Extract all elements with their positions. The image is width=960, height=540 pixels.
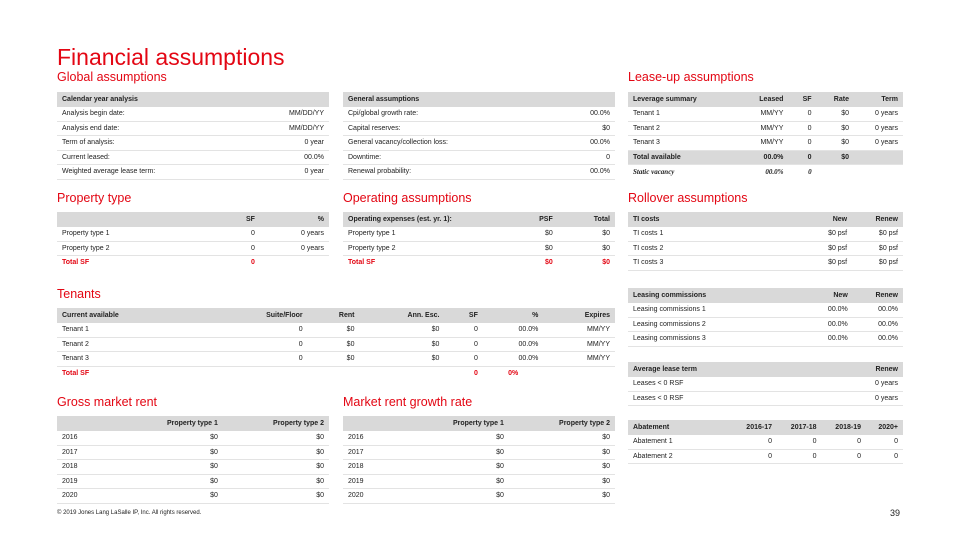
table-row [628, 303, 903, 317]
table-row [57, 165, 329, 180]
row-label: Term of analysis: [57, 136, 246, 151]
calendar-table [57, 92, 329, 180]
cell: $0 [403, 460, 509, 475]
cell: 00.0% [853, 303, 903, 317]
cell: $0 [509, 474, 615, 489]
cell: Property type 1 [343, 227, 506, 241]
table-row [343, 431, 615, 445]
static-vacancy-row [628, 165, 903, 179]
cell: 0 [444, 337, 482, 352]
table-row [628, 227, 903, 241]
total-row [343, 256, 615, 270]
cell [213, 366, 307, 380]
table-header: TI costs [628, 212, 807, 227]
table-header [343, 416, 403, 431]
table-header: 2018-19 [822, 420, 867, 435]
table-row [57, 227, 329, 241]
leverage-summary-table [628, 92, 903, 179]
table-row [57, 431, 329, 445]
table-header: 2016-17 [733, 420, 778, 435]
table-row [343, 241, 615, 256]
table-header: SF [444, 308, 482, 323]
cell: 0 [788, 121, 816, 136]
table-header: SF [788, 92, 816, 107]
table-header: PSF [506, 212, 558, 227]
cell: MM/YY [738, 121, 789, 136]
cell: $0 [223, 489, 329, 504]
cell: Abatement 2 [628, 449, 733, 464]
cell: Leases < 0 RSF [628, 377, 821, 391]
cell: 0 [473, 369, 478, 377]
table-header: Leasing commissions [628, 288, 807, 303]
cell: 0 years [854, 136, 903, 151]
property-type-table [57, 212, 329, 270]
table-header: Renew [821, 362, 904, 377]
row-label: Analysis begin date: [57, 107, 246, 121]
cell: 0 [822, 449, 867, 464]
cell: Leasing commissions 1 [628, 303, 807, 317]
table-header: Term [854, 92, 903, 107]
cell: Tenant 1 [628, 107, 738, 121]
cell: Total SF [62, 259, 90, 267]
table-header: Operating expenses (est. yr. 1): [343, 212, 506, 227]
table-header: Rent [308, 308, 360, 323]
cell: 0 [808, 167, 812, 176]
cell: $0 psf [807, 241, 852, 256]
cell: MM/YY [543, 352, 615, 367]
row-value: 00.0% [246, 150, 329, 165]
leasing-commissions-table [628, 288, 903, 347]
general-assumptions-table [343, 92, 615, 180]
section-operating-assumptions: Operating assumptions [343, 191, 472, 205]
cell: $0 [223, 474, 329, 489]
cell: $0 psf [852, 256, 903, 271]
table-header: Calendar year analysis [57, 92, 329, 107]
row-value: 00.0% [557, 107, 615, 121]
cell: $0 [558, 241, 615, 256]
table-header [57, 416, 117, 431]
table-row [628, 256, 903, 271]
row-value: 00.0% [557, 165, 615, 180]
table-row [57, 136, 329, 151]
table-header: New [807, 288, 853, 303]
cell: $0 [509, 431, 615, 445]
table-row [57, 445, 329, 460]
table-header: Expires [543, 308, 615, 323]
table-header: % [260, 212, 329, 227]
table-row [628, 136, 903, 151]
table-row [57, 107, 329, 121]
row-label: Analysis end date: [57, 121, 246, 136]
cell [308, 366, 360, 380]
cell: 0 [788, 107, 816, 121]
cell [854, 165, 903, 179]
cell: $0 [817, 136, 854, 151]
cell: $0 [308, 323, 360, 337]
cell: $0 [558, 227, 615, 241]
table-row [628, 107, 903, 121]
cell: $0 psf [807, 256, 852, 271]
table-header: Abatement [628, 420, 733, 435]
cell: $0 [359, 352, 444, 367]
cell: $0 [223, 460, 329, 475]
row-label: Cpi/global growth rate: [343, 107, 557, 121]
cell: Tenant 1 [57, 323, 213, 337]
cell: TI costs 1 [628, 227, 807, 241]
cell: 0 [220, 227, 260, 241]
cell: Tenant 2 [628, 121, 738, 136]
abatement-table [628, 420, 903, 464]
table-header: 2017-18 [777, 420, 822, 435]
ti-costs-table [628, 212, 903, 271]
row-label: Renewal probability: [343, 165, 557, 180]
table-row [343, 136, 615, 151]
table-row [343, 474, 615, 489]
cell [260, 256, 329, 270]
cell: MM/YY [543, 323, 615, 337]
cell [854, 150, 903, 165]
table-row [57, 241, 329, 256]
table-header: % [483, 308, 544, 323]
table-row [628, 332, 903, 347]
cell: 00.0% [807, 332, 853, 347]
operating-expenses-table [343, 212, 615, 270]
cell: 00.0% [807, 303, 853, 317]
section-leaseup-assumptions: Lease-up assumptions [628, 70, 754, 84]
row-value: MM/DD/YY [246, 121, 329, 136]
cell: Total available [628, 150, 738, 165]
table-row [57, 489, 329, 504]
cell: 0 years [854, 121, 903, 136]
cell: 0 years [821, 391, 904, 406]
cell: $0 [817, 107, 854, 121]
cell: 0 [777, 449, 822, 464]
cell: 0 years [260, 241, 329, 256]
section-tenants: Tenants [57, 287, 101, 301]
cell: Property type 2 [57, 241, 220, 256]
row-label: Current leased: [57, 150, 246, 165]
table-header [57, 212, 220, 227]
table-row [343, 489, 615, 504]
cell: 0 [866, 449, 903, 464]
cell: $0 [117, 431, 223, 445]
cell: Total SF [62, 369, 90, 377]
cell: 2019 [57, 474, 117, 489]
total-row [57, 366, 615, 380]
table-row [343, 121, 615, 136]
cell: $0 [117, 474, 223, 489]
table-header: Property type 2 [223, 416, 329, 431]
tenants-table [57, 308, 615, 380]
cell: $0 [509, 445, 615, 460]
row-label: Capital reserves: [343, 121, 557, 136]
cell [543, 366, 615, 380]
table-row [628, 435, 903, 449]
table-row [57, 474, 329, 489]
cell: 0 [866, 435, 903, 449]
cell: $0 psf [807, 227, 852, 241]
table-row [57, 323, 615, 337]
cell: Property type 1 [57, 227, 220, 241]
average-lease-term-table [628, 362, 903, 406]
cell: 00.0% [483, 323, 544, 337]
cell: $0 [506, 241, 558, 256]
cell: 2016 [57, 431, 117, 445]
cell: Static vacancy [633, 167, 675, 176]
cell: 2017 [57, 445, 117, 460]
total-row [57, 256, 329, 270]
cell: $0 psf [852, 227, 903, 241]
cell: $0 [117, 445, 223, 460]
cell: 0 [444, 323, 482, 337]
cell: 2016 [343, 431, 403, 445]
cell: $0 [359, 323, 444, 337]
table-row [343, 460, 615, 475]
row-value: 00.0% [557, 136, 615, 151]
cell: 00.0% [853, 332, 903, 347]
table-header: Current available [57, 308, 213, 323]
cell: $0 [817, 121, 854, 136]
section-gross-market-rent: Gross market rent [57, 395, 158, 409]
table-header: Suite/Floor [213, 308, 307, 323]
total-row [628, 150, 903, 165]
section-global-assumptions: Global assumptions [57, 70, 167, 84]
cell: 0 years [821, 377, 904, 391]
cell: Tenant 2 [57, 337, 213, 352]
cell: 2018 [57, 460, 117, 475]
cell [359, 366, 444, 380]
cell: 0 [444, 352, 482, 367]
table-row [343, 150, 615, 165]
cell: 0 years [854, 107, 903, 121]
table-row [628, 317, 903, 332]
cell: Leasing commissions 3 [628, 332, 807, 347]
cell: Property type 2 [343, 241, 506, 256]
table-header: Total [558, 212, 615, 227]
cell: 00.0% [483, 337, 544, 352]
table-row [628, 377, 903, 391]
cell: Leasing commissions 2 [628, 317, 807, 332]
cell: $0 [223, 445, 329, 460]
cell: 0 [213, 337, 307, 352]
row-value: MM/DD/YY [246, 107, 329, 121]
section-market-rent-growth: Market rent growth rate [343, 395, 473, 409]
section-property-type: Property type [57, 191, 132, 205]
table-header: Average lease term [628, 362, 821, 377]
row-value: 0 year [246, 165, 329, 180]
cell: 0 [213, 352, 307, 367]
table-row [57, 150, 329, 165]
row-value: 0 [557, 150, 615, 165]
cell: $0 [117, 460, 223, 475]
table-row [628, 449, 903, 464]
cell: 00.0% [483, 352, 544, 367]
table-header: 2020+ [866, 420, 903, 435]
cell: $0 psf [852, 241, 903, 256]
cell: 00.0% [738, 150, 789, 165]
table-row [628, 121, 903, 136]
section-rollover-assumptions: Rollover assumptions [628, 191, 748, 205]
table-header: Leased [738, 92, 789, 107]
cell: $0 [308, 352, 360, 367]
cell: Abatement 1 [628, 435, 733, 449]
cell: Tenant 3 [628, 136, 738, 151]
cell: Leases < 0 RSF [628, 391, 821, 406]
cell: $0 [403, 489, 509, 504]
cell: $0 [509, 460, 615, 475]
cell: TI costs 3 [628, 256, 807, 271]
table-header: SF [220, 212, 260, 227]
cell: MM/YY [738, 136, 789, 151]
table-row [343, 445, 615, 460]
table-header: Renew [853, 288, 903, 303]
cell: $0 [359, 337, 444, 352]
cell: TI costs 2 [628, 241, 807, 256]
table-header: Leverage summary [628, 92, 738, 107]
table-row [628, 391, 903, 406]
cell: 0 [213, 323, 307, 337]
table-row [57, 121, 329, 136]
table-row [57, 352, 615, 367]
cell: 00.0% [853, 317, 903, 332]
cell: 0% [508, 369, 519, 377]
cell [817, 165, 854, 179]
cell: 0 [822, 435, 867, 449]
cell: $0 [544, 259, 553, 267]
table-header: Property type 1 [117, 416, 223, 431]
cell: MM/YY [738, 107, 789, 121]
table-header: Rate [817, 92, 854, 107]
cell: 00.0% [807, 317, 853, 332]
cell: 0 [220, 241, 260, 256]
copyright-footer: © 2019 Jones Lang LaSalle IP, Inc. All rights reserved. [57, 510, 202, 516]
cell: $0 [117, 489, 223, 504]
cell: 0 [777, 435, 822, 449]
cell: $0 [509, 489, 615, 504]
cell: 0 years [260, 227, 329, 241]
cell: 00.0% [765, 167, 784, 176]
table-header: Property type 1 [403, 416, 509, 431]
cell: $0 [308, 337, 360, 352]
cell: $0 [602, 259, 610, 267]
cell: $0 [223, 431, 329, 445]
table-row [57, 337, 615, 352]
cell: 0 [251, 259, 255, 267]
market-rent-growth-table [343, 416, 615, 504]
table-row [343, 107, 615, 121]
row-value: $0 [557, 121, 615, 136]
page-title: Financial assumptions [57, 44, 285, 70]
cell: 2019 [343, 474, 403, 489]
table-row [343, 165, 615, 180]
table-header: General assumptions [343, 92, 615, 107]
cell: $0 [403, 474, 509, 489]
cell: Tenant 3 [57, 352, 213, 367]
page-number: 39 [890, 508, 901, 518]
table-row [628, 241, 903, 256]
gross-market-rent-table [57, 416, 329, 504]
table-header: Property type 2 [509, 416, 615, 431]
table-row [57, 460, 329, 475]
cell: 0 [788, 150, 816, 165]
row-label: General vacancy/collection loss: [343, 136, 557, 151]
cell: 0 [733, 435, 778, 449]
cell: $0 [403, 445, 509, 460]
cell: MM/YY [543, 337, 615, 352]
cell: $0 [403, 431, 509, 445]
cell: $0 [817, 150, 854, 165]
row-label: Downtime: [343, 150, 557, 165]
table-header: New [807, 212, 852, 227]
cell: $0 [506, 227, 558, 241]
cell: 2020 [57, 489, 117, 504]
cell: Total SF [348, 259, 376, 267]
cell: 0 [733, 449, 778, 464]
row-value: 0 year [246, 136, 329, 151]
cell: 2018 [343, 460, 403, 475]
table-row [343, 227, 615, 241]
table-header: Ann. Esc. [359, 308, 444, 323]
table-header: Renew [852, 212, 903, 227]
cell: 2017 [343, 445, 403, 460]
row-label: Weighted average lease term: [57, 165, 246, 180]
cell: 0 [788, 136, 816, 151]
cell: 2020 [343, 489, 403, 504]
